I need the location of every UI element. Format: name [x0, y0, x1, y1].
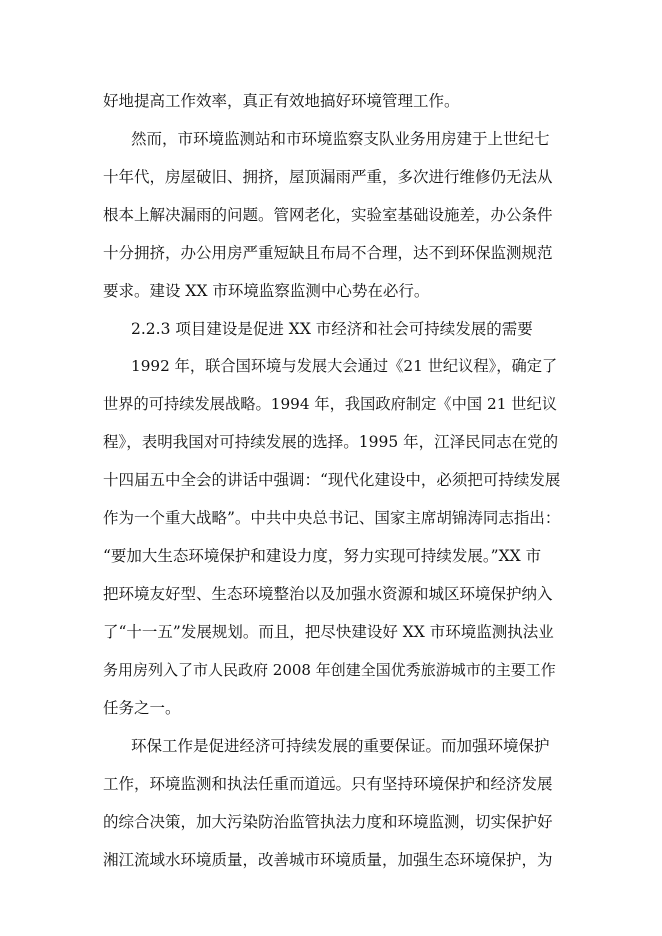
text-line: 根本上解决漏雨的问题。管网老化，实验室基础设施差，办公条件: [103, 206, 553, 224]
text-line: 十年代，房屋破旧、拥挤，屋顶漏雨严重，多次进行维修仍无法从: [103, 168, 553, 186]
text-line: 任务之一。: [103, 699, 181, 717]
text-line: 然而，市环境监测站和市环境监察支队业务用房建于上世纪七: [131, 130, 550, 148]
text-line: 了“十一五”发展规划。而且，把尽快建设好 XX 市环境监测执法业: [103, 623, 554, 641]
text-line: 把环境友好型、生态环境整治以及加强水资源和城区环境保护纳入: [103, 585, 553, 603]
text-line: 的综合决策，加大污染防治监管执法力度和环境监测，切实保护好: [103, 813, 553, 831]
text-line: “要加大生态环境保护和建设力度，努力实现可持续发展。”XX 市: [103, 547, 542, 565]
text-line: 好地提高工作效率，真正有效地搞好环境管理工作。: [103, 92, 460, 110]
text-line: 要求。建设 XX 市环境监察监测中心势在必行。: [103, 282, 430, 300]
text-line: 十分拥挤，办公用房严重短缺且布局不合理，达不到环保监测规范: [103, 244, 553, 262]
text-line: 世界的可持续发展战略。1994 年，我国政府制定《中国 21 世纪议: [103, 395, 558, 413]
text-line: 十四届五中全会的讲话中强调：“现代化建设中，必须把可持续发展: [103, 471, 561, 489]
text-line: 湘江流域水环境质量，改善城市环境质量，加强生态环境保护，为: [103, 851, 553, 869]
text-line: 工作，环境监测和执法任重而道远。只有坚持环境保护和经济发展: [103, 775, 553, 793]
text-line: 环保工作是促进经济可持续发展的重要保证。而加强环境保护: [131, 737, 550, 755]
text-line: 1992 年，联合国环境与发展大会通过《21 世纪议程》，确定了: [131, 357, 558, 375]
text-line: 作为一个重大战略”。中共中央总书记、国家主席胡锦涛同志指出：: [103, 509, 561, 527]
section-heading: 2.2.3 项目建设是促进 XX 市经济和社会可持续发展的需要: [131, 320, 533, 338]
text-line: 程》，表明我国对可持续发展的选择。1995 年，江泽民同志在党的: [103, 433, 559, 451]
text-line: 务用房列入了市人民政府 2008 年创建全国优秀旅游城市的主要工作: [103, 661, 556, 679]
